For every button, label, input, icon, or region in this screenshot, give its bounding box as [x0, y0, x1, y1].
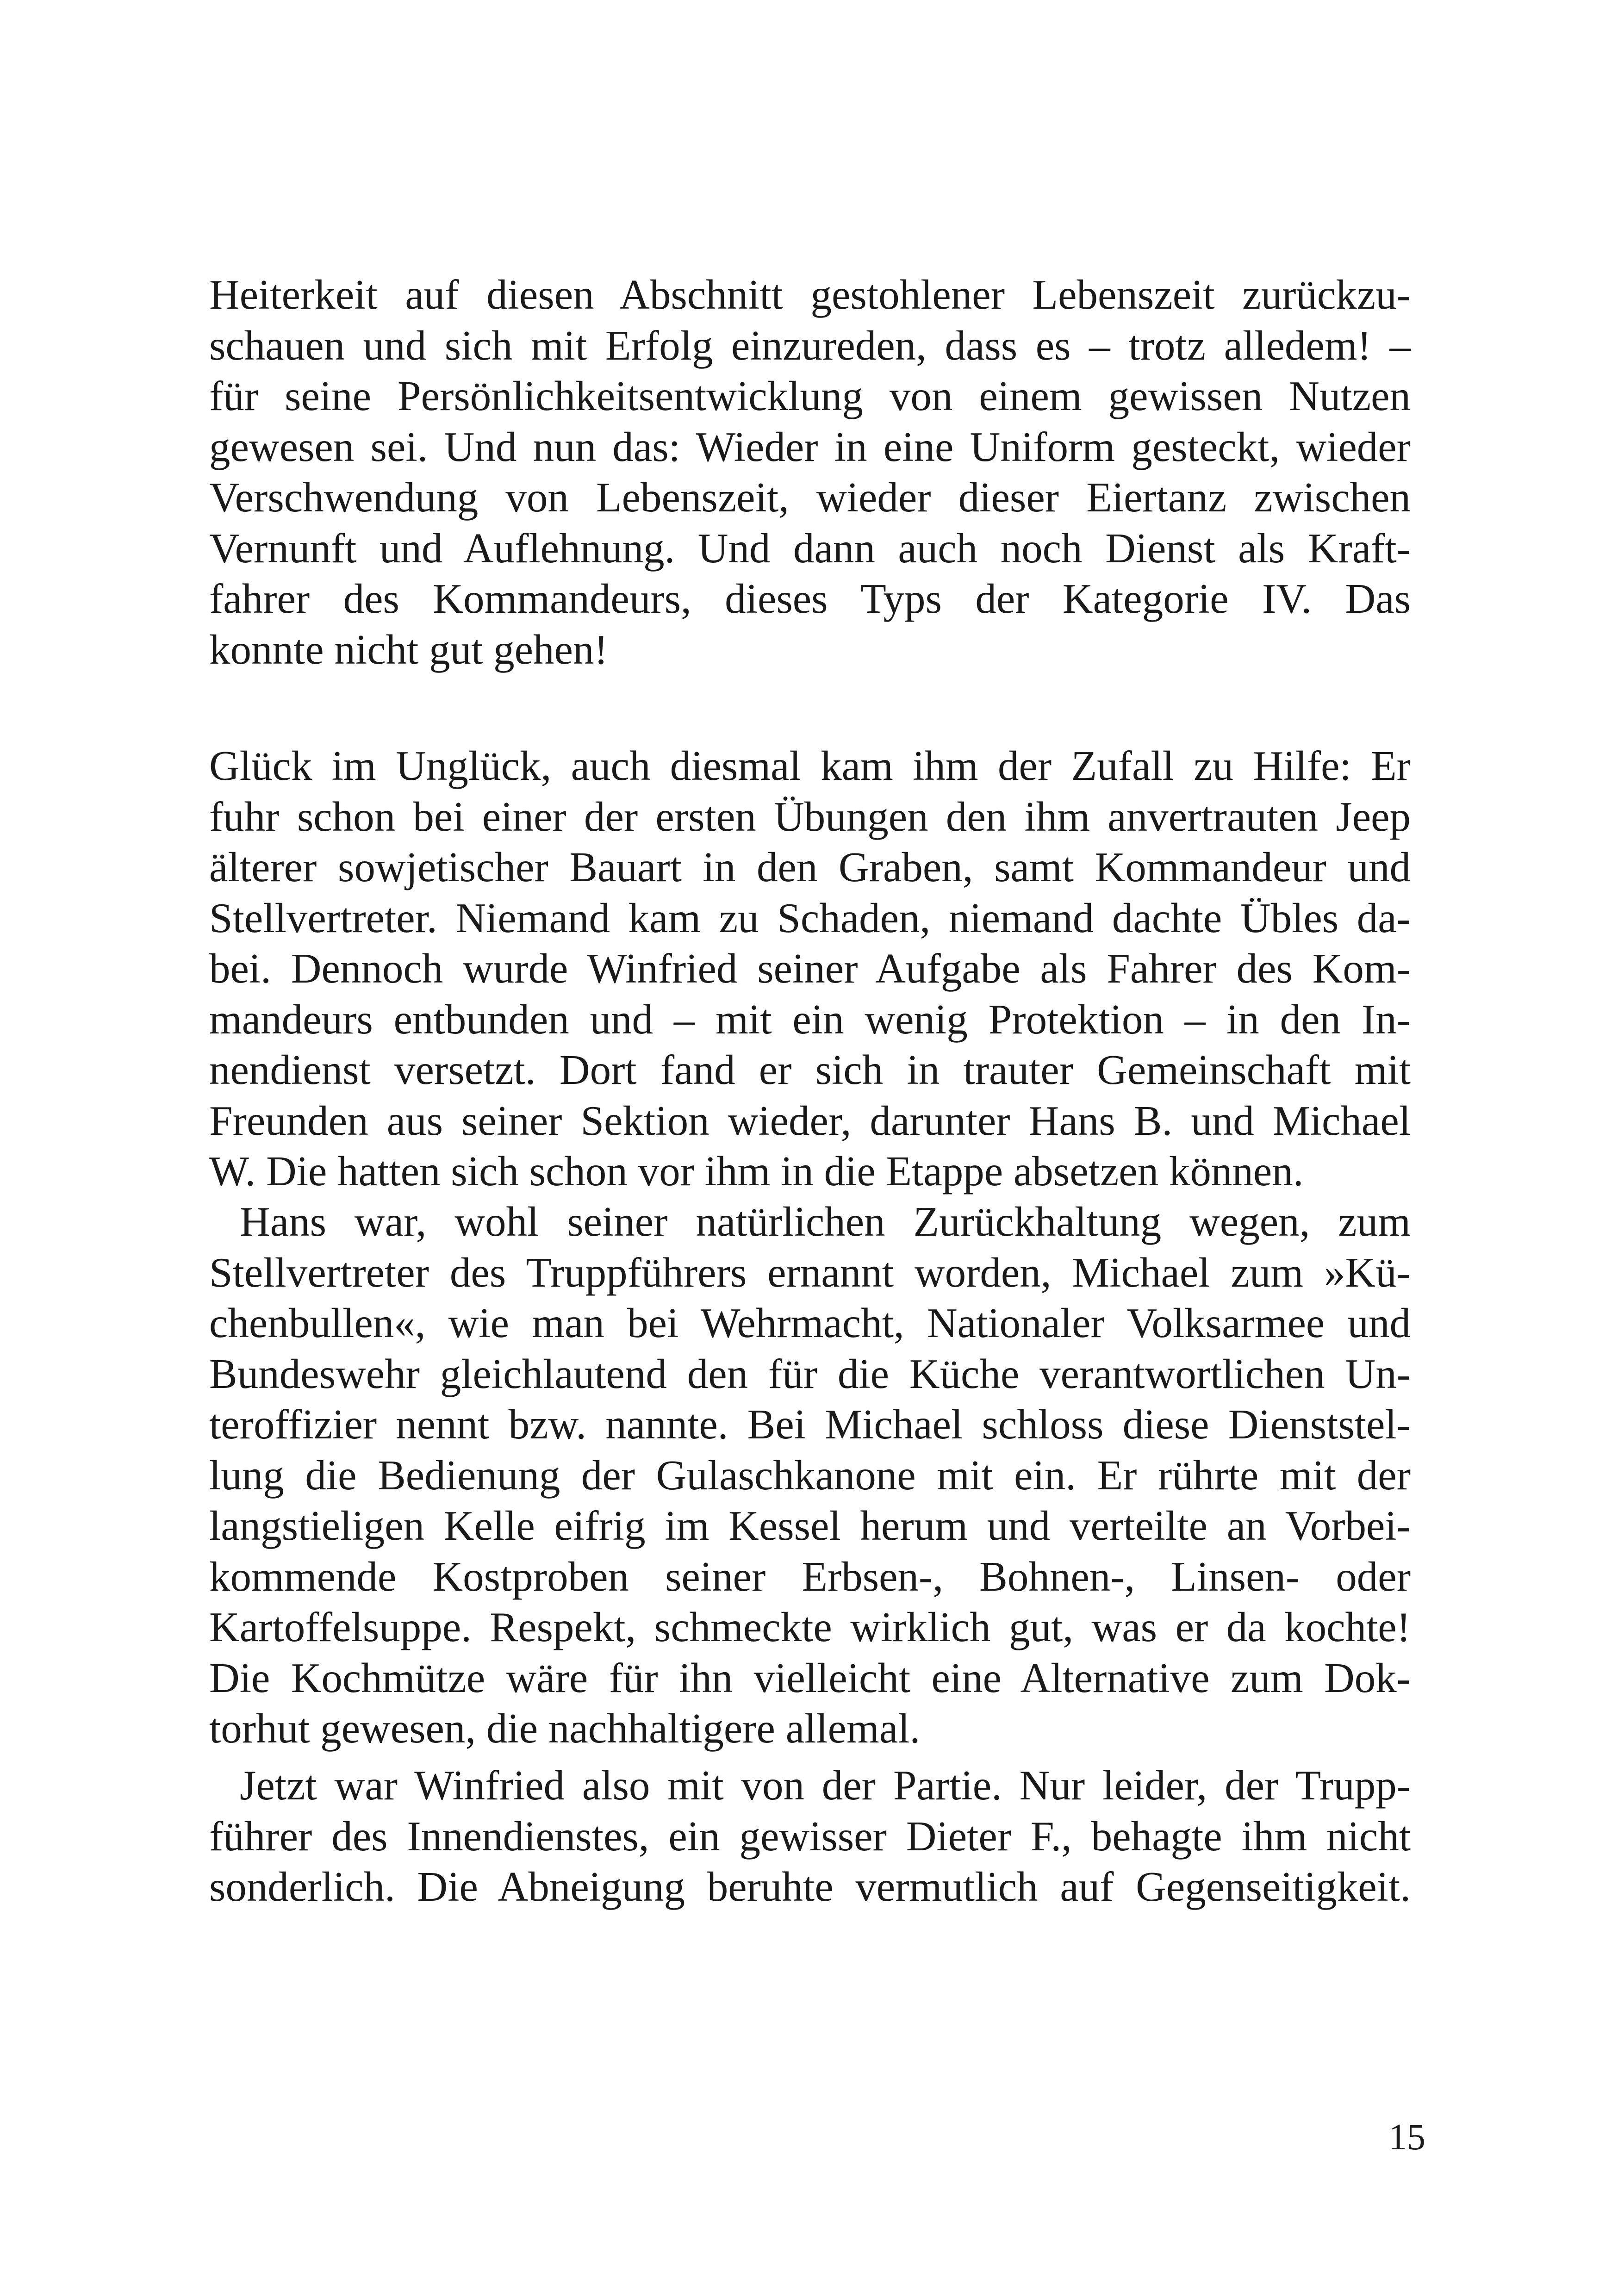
text-line: lung die Bedienung der Gulaschkanone mit ein. Er rührte mit der [209, 1451, 1411, 1499]
text-line: chenbullen«, wie man bei Wehrmacht, Nationaler Volksarmee und [209, 1300, 1411, 1346]
text-line: mandeurs entbunden und – mit ein wenig Protektion – in den In- [209, 996, 1411, 1043]
paragraph-4 [209, 1760, 1411, 1912]
text-line: fahrer des Kommandeurs, dieses Typs der Kategorie IV. Das [209, 575, 1411, 622]
text-line: Stellvertreter. Niemand kam zu Schaden, niemand dachte Übles da- [209, 894, 1411, 941]
text-line: langstieligen Kelle eifrig im Kessel herum und verteilte an Vorbei- [209, 1502, 1411, 1549]
text-line: sonderlich. Die Abneigung beruhte vermutlich auf Gegenseitigkeit. [209, 1863, 1411, 1910]
text-line: W. Die hatten sich schon vor ihm in die Etappe absetzen können. [209, 1148, 1304, 1195]
text-line: Verschwendung von Lebenszeit, wieder dieser Eiertanz zwischen [209, 474, 1411, 521]
text-line: teroffizier nennt bzw. nannte. Bei Michael schloss diese Dienststel- [209, 1401, 1411, 1448]
text-line: Freunden aus seiner Sektion wieder, darunter Hans B. und Michael [209, 1097, 1411, 1144]
paragraph-3 [209, 1196, 1411, 1754]
text-line: konnte nicht gut gehen! [209, 626, 608, 673]
paragraph-1 [209, 269, 1411, 675]
text-line: Stellvertreter des Truppführers ernannt worden, Michael zum »Kü- [209, 1249, 1411, 1296]
paragraph-2 [209, 740, 1411, 1197]
text-line: Kartoffelsuppe. Respekt, schmeckte wirklich gut, was er da kochte! [209, 1604, 1411, 1650]
text-line: Die Kochmütze wäre für ihn vielleicht eine Alternative zum Dok- [209, 1654, 1411, 1701]
text-line: Glück im Unglück, auch diesmal kam ihm der Zufall zu Hilfe: Er [209, 742, 1411, 789]
text-line: nendienst versetzt. Dort fand er sich in trauter Gemeinschaft mit [209, 1046, 1411, 1093]
text-line: kommende Kostproben seiner Erbsen-, Bohnen-, Linsen- oder [209, 1553, 1411, 1600]
text-line: schauen und sich mit Erfolg einzureden, dass es – trotz alledem! – [209, 322, 1411, 369]
text-line: torhut gewesen, die nachhaltigere allemal. [209, 1705, 921, 1752]
text-line: Heiterkeit auf diesen Abschnitt gestohlener Lebenszeit zurückzu- [209, 271, 1411, 318]
text-line: Jetzt war Winfried also mit von der Partie. Nur leider, der Trupp- [240, 1762, 1411, 1809]
text-line: gewesen sei. Und nun das: Wieder in eine Uniform gesteckt, wieder [209, 423, 1411, 470]
text-line: älterer sowjetischer Bauart in den Graben, samt Kommandeur und [209, 844, 1411, 890]
page-number: 15 [1388, 2117, 1425, 2158]
text-line: führer des Innendienstes, ein gewisser Dieter F., behagte ihm nicht [209, 1812, 1411, 1860]
text-line: Vernunft und Auflehnung. Und dann auch noch Dienst als Kraft- [209, 524, 1411, 572]
text-line: fuhr schon bei einer der ersten Übungen den ihm anvertrauten Jeep [209, 793, 1411, 840]
text-line: Bundeswehr gleichlautend den für die Küche verantwortlichen Un- [209, 1350, 1411, 1397]
text-line: für seine Persönlichkeitsentwicklung von einem gewissen Nutzen [209, 373, 1411, 419]
text-line: Hans war, wohl seiner natürlichen Zurückhaltung wegen, zum [240, 1198, 1411, 1245]
text-line: bei. Dennoch wurde Winfried seiner Aufgabe als Fahrer des Kom- [209, 945, 1411, 992]
